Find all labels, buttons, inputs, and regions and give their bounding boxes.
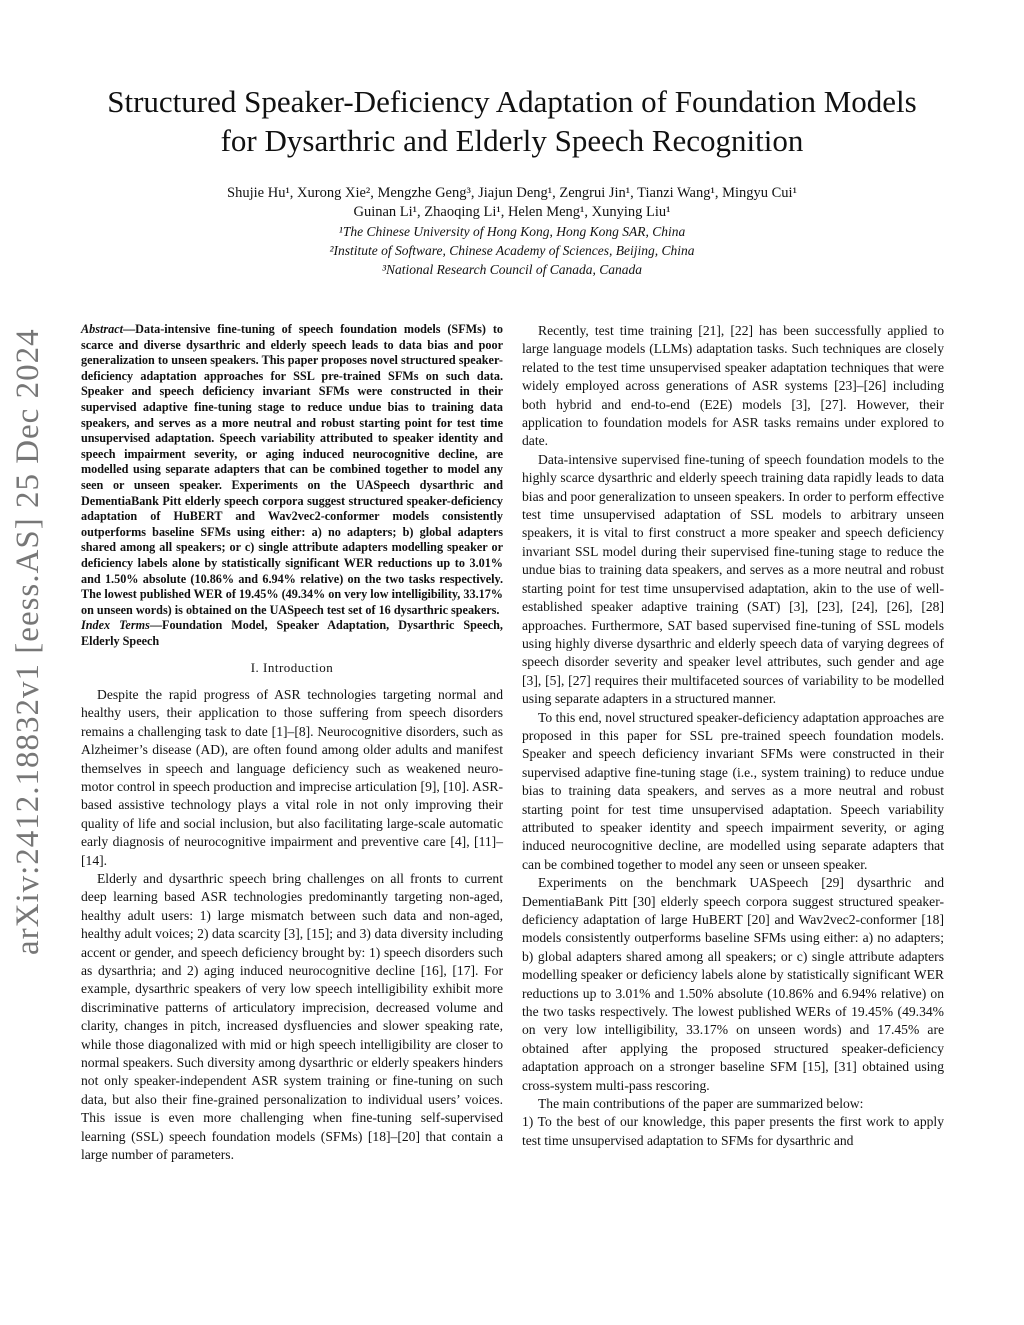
paragraph: Despite the rapid progress of ASR technologies targeting normal and healthy users, their application to those suffering from speech disorders remains a challenging task to date [1]–[8]. Neurocognitive disorders, such as Alzheimer’s disease (AD), are often found among older adults and manifest themselves in speech and language deficiency such as weakened neuro-motor control in speech production and imprecise articulation [9], [10]. ASR-based assistive technology plays a vital role in not only improving their quality of life and social inclusion, but also facilitating large-scale automatic early diagnosis of neurocognitive impairment and preventive care [4], [11]–[14]. — [81, 686, 503, 868]
paragraph: Data-intensive supervised fine-tuning of speech foundation models to the highly scarce dysarthric and elderly speech training data rapidly leads to data bias and poor generalization to unseen speakers. In order to perform effective test time unsupervised adaptation of SSL models to arbitrary unseen speakers, it is vital to first construct a more speaker and speech deficiency invariant SSL model during their supervised fine-tuning stage to reduce the undue bias to training data speakers, and serves as a more neutral and robust starting point for test time unsupervised adaptation, akin to the use of well-established speaker adaptive training (SAT) [3], [23], [24], [26], [28] approaches. Furthermore, SAT based supervised fine-tuning of SSL models using highly diverse dysarthric and elderly speech data of varying degrees of speech disorder severity and speaker level attributes, such gender and age [3], [5], [27] requires their multifaceted sources of variability to be modelled using separate adapters in a structured manner. — [522, 451, 944, 707]
abstract — [81, 322, 503, 618]
arxiv-side-stamp: arXiv:2412.18832v1 [eess.AS] 25 Dec 2024 — [10, 328, 46, 955]
paragraph: The main contributions of the paper are summarized below: — [538, 1096, 864, 1112]
author-block — [110, 184, 914, 279]
paragraph: 1) To the best of our knowledge, this paper presents the first work to apply test time unsupervised adaptation to SFMs for dysarthric and — [522, 1114, 944, 1148]
section-heading-introduction: I. Introduction — [250, 660, 334, 676]
affiliation-3: ³National Research Council of Canada, Canada — [381, 262, 643, 277]
left-column — [81, 322, 503, 1164]
abstract-label: Abstract — [81, 322, 123, 336]
paper-title: Structured Speaker-Deficiency Adaptation of Foundation Models for Dysarthric and Elderly Speech Recognition — [107, 84, 917, 158]
paragraph: Recently, test time training [21], [22] has been successfully applied to large language models (LLMs) adaptation tasks. Such techniques are closely related to the test time unsupervised speaker adaptation techniques that were widely employed across generations of ASR systems [23]–[26] including both hybrid and end-to-end (E2E) models [3], [27]. However, their application to foundation models for ASR tasks remains under explored to date. — [522, 323, 944, 449]
index-terms-text: —Foundation Model, Speaker Adaptation, Dysarthric Speech, Elderly Speech — [81, 618, 503, 648]
index-terms-label: Index Terms — [81, 618, 150, 633]
author-line-1: Shujie Hu¹, Xurong Xie², Mengzhe Geng³, Jiajun Deng¹, Zengrui Jin¹, Tianzi Wang¹, Mingyu Cui¹ — [227, 185, 797, 201]
author-line-2: Guinan Li¹, Zhaoqing Li¹, Helen Meng¹, Xunying Liu¹ — [353, 204, 671, 220]
paragraph: To this end, novel structured speaker-deficiency adaptation approaches are proposed in this paper for SSL pre-trained speech foundation models. Speaker and speech deficiency invariant SFMs were constructed in their supervised adaptive fine-tuning stage (i.e., system training) to reduce undue bias to training data speakers, and serves as a more neutral and robust starting point for test time unsupervised adaptation. Speech variability attributed to speaker identity and speech impairment severity, or aging induced neurocognitive decline, are modelled using separate adapters that can be combined together to model any seen or unseen speaker. — [522, 709, 944, 872]
abstract-text: —Data-intensive fine-tuning of speech foundation models (SFMs) to scarce and diverse dysarthric and elderly speech leads to data bias and poor generalization to unseen speakers. This paper proposes novel structured speaker-deficiency adaptation approaches for SSL pre-trained SFMs on such data. Speaker and speech deficiency invariant SFMs were constructed in their supervised adaptive fine-tuning stage to reduce undue bias to training data speakers, and serves as a more neutral and robust starting point for test time unsupervised adaptation. Speech variability attributed to speaker identity and speech impairment severity, or aging induced neurocognitive decline, are modelled using separate adapters that can be combined together to model any seen or unseen speaker. Experiments on the UASpeech dysarthric and DementiaBank Pitt elderly speech corpora suggest structured speaker-deficiency adaptation of HuBERT and Wav2vec2-conformer models consistently outperforms baseline SFMs using either: a) no adapters; b) global adapters shared among all speakers; or c) single attribute adapters modelling speaker or deficiency labels alone by statistically significant WER reductions up to 3.01% and 1.50% absolute (10.86% and 6.94% relative) on the two tasks respectively. The lowest published WER of 19.45% (49.34% on very low intelligibility, 33.17% on unseen words) is obtained on the UASpeech test set of 16 dysarthric speakers. — [81, 322, 503, 617]
paragraph: Elderly and dysarthric speech bring challenges on all fronts to current deep learning based ASR technologies predominantly targeting non-aged, healthy adult users: 1) large mismatch between such data and non-aged, healthy adult voices; 2) data scarcity [3], [15]; and 3) data diversity including accent or gender, and speech deficiency brought by: 1) speech disorders such as dysarthria; and 2) aging induced neurocognitive decline [16], [17]. For example, dysarthric speakers of very low speech intelligibility exhibit more discriminative patterns of articulatory imprecision, decreased volume and clarity, changes in pitch, increased dysfluencies and slower speaking rate, while those diagonalized with mid or high speech intelligibility are closer to normal speakers. Such diversity among dysarthric or elderly speakers hinders not only speaker-independent ASR system training or fine-tuning on such data, but also their fine-grained personalization to individual users’ voices. This issue is even more challenging when fine-tuning self-supervised learning (SSL) speech foundation models (SFMs) [18]–[20] that contain a large number of parameters. — [81, 870, 503, 1163]
affiliation-2: ²Institute of Software, Chinese Academy of Sciences, Beijing, China — [329, 243, 695, 258]
index-terms — [81, 618, 503, 649]
paragraph: Experiments on the benchmark UASpeech [29] dysarthric and DementiaBank Pitt [30] elderly speech corpora suggest structured speaker-deficiency adaptation of large HuBERT [20] and Wav2vec2-conformer [18] models consistently outperforms baseline SFMs using either: a) no adapters; b) global adapters shared among all speakers; or c) single attribute adapters modelling speaker or deficiency labels alone by statistically significant WER reductions up to 3.01% and 1.50% absolute (10.86% and 6.94% relative) on the two tasks respectively. The lowest published WERs of 19.45% (49.34% on very low intelligibility, 33.17% on unseen words) and 17.45% are obtained after applying the proposed structured speaker-deficiency adaptation approach on a stronger baseline SFM [15], [31] obtained using cross-system multi-pass rescoring. — [522, 875, 944, 1093]
affiliation-1: ¹The Chinese University of Hong Kong, Hong Kong SAR, China — [338, 224, 686, 239]
right-column — [522, 322, 944, 1150]
